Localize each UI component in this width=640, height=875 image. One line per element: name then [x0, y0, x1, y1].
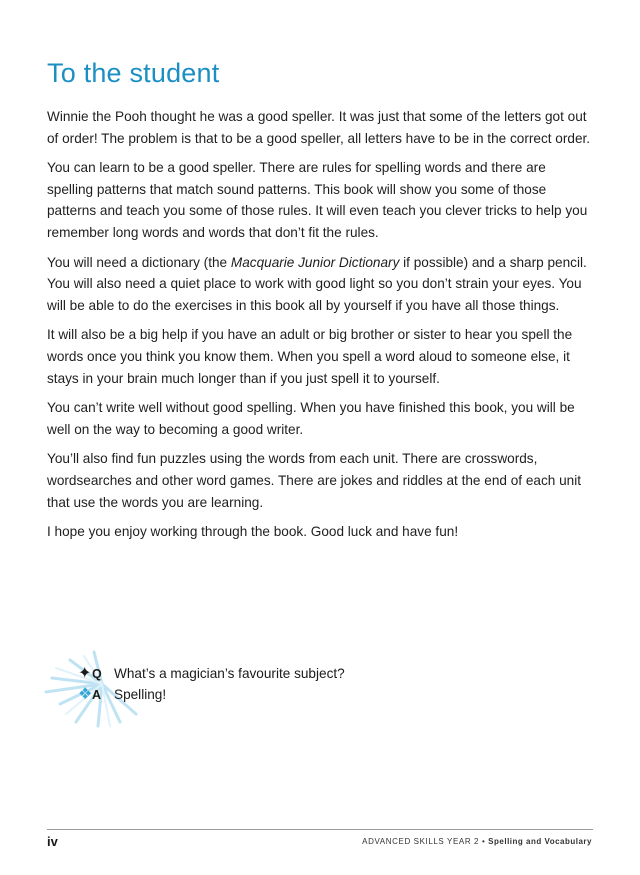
footer-series-label	[362, 837, 592, 846]
joke-answer: Spelling!	[114, 687, 167, 702]
joke-box	[40, 648, 400, 728]
paragraph-3-rest: if possible) and a sharp pencil. You will also need a quiet place to work with good light so you don’t strain your eyes. You will be able to do the exercises in this book all by yourself if you have all those things.	[47, 254, 587, 313]
footer-bullet: •	[481, 837, 486, 846]
four-diamond-star-icon: ❖	[78, 686, 93, 703]
body-text	[47, 106, 595, 551]
paragraph-2: You can learn to be a good speller. There are rules for spelling words and there are spelling patterns that match sound patterns. This book will show you some of those patterns and teach you some of those rules. It will even teach you clever tricks to help you remember long words and words that don’t fit the rules.	[47, 160, 588, 240]
dictionary-title: Macquarie Junior Dictionary	[230, 254, 400, 270]
paragraph-4: It will also be a big help if you have an adult or big brother or sister to hear you spell the words once you think you know them. When you spell a word aloud to someone else, it stays in your brain much longer than if you just spell it to yourself.	[47, 327, 573, 386]
joke-answer-row	[78, 685, 167, 705]
paragraph-7: I hope you enjoy working through the book. Good luck and have fun!	[47, 524, 459, 540]
joke-question-row	[78, 664, 345, 684]
paragraph-6: You’ll also find fun puzzles using the words from each unit. There are crosswords, wordsearches and other word games. There are jokes and riddles at the end of each unit that use the words you are learning.	[47, 451, 581, 510]
four-point-star-icon: ✦	[78, 665, 92, 682]
paragraph-1: Winnie the Pooh thought he was a good speller. It was just that some of the letters got out of order! The problem is that to be a good speller, all letters have to be in the correct order.	[47, 109, 591, 146]
paragraph-5: You can’t write well without good spelling. When you have finished this book, you will be well on the way to becoming a good writer.	[47, 400, 575, 437]
page-number: iv	[47, 834, 58, 849]
page-title: To the student	[47, 58, 220, 88]
joke-question: What’s a magician’s favourite subject?	[114, 666, 345, 681]
question-label: Q	[92, 667, 102, 681]
answer-label: A	[92, 688, 102, 702]
series-name: ADVANCED SKILLS YEAR 2	[362, 837, 480, 846]
paragraph-3	[47, 252, 595, 317]
footer-divider	[47, 829, 593, 830]
paragraph-3-lead: You will need a dictionary (the	[47, 254, 231, 270]
subject-name: Spelling and Vocabulary	[488, 837, 592, 846]
